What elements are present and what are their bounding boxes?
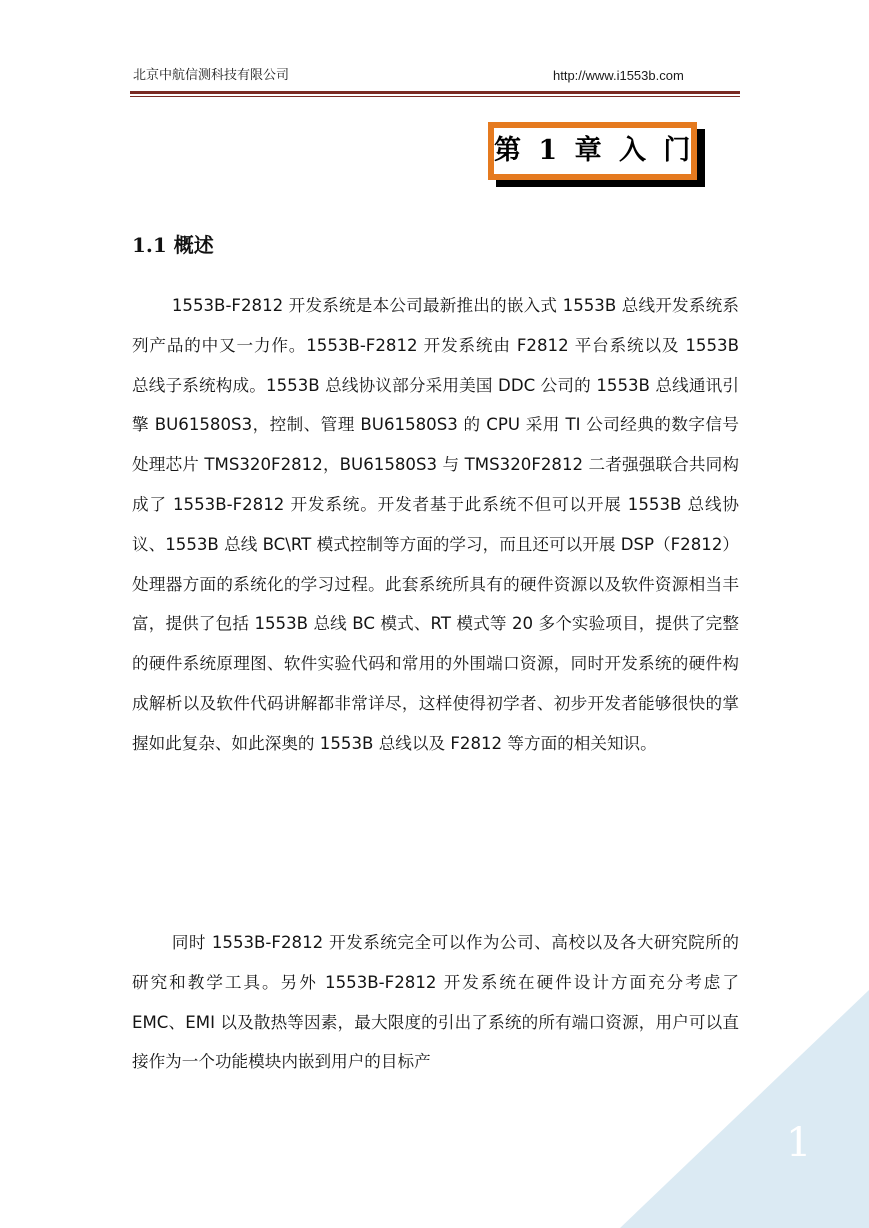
corner-decoration — [620, 990, 869, 1228]
header-rule-thin — [130, 96, 740, 97]
body-paragraph-1: 1553B-F2812 开发系统是本公司最新推出的嵌入式 1553B 总线开发系统系列产品的中又一力作。1553B-F2812 开发系统由 F2812 平台系统以及 1553B 总线子系统构成。1553B 总线协议部分采用美国 DDC 公司的 1553B 总线通讯引擎 BU61580S3，控制、管理 BU61580S3 的 CPU 采用 TI 公司经典的数字信号处理芯片 TMS320F2812，BU61580S3 与 TMS320F2812 二者强强联合共同构成了 1553B-F2812 开发系统。开发者基于此系统不但可以开展 1553B 总线协议、1553B 总线 BC\RT 模式控制等方面的学习，而且还可以开展 DSP（F2812）处理器方面的系统化的学习过程。此套系统所具有的硬件资源以及软件资源相当丰富，提供了包括 1553B 总线 BC 模式、RT 模式等 20 多个实验项目，提供了完整的硬件系统原理图、软件实验代码和常用的外围端口资源，同时开发系统的硬件构成解析以及软件代码讲解都非常详尽，这样使得初学者、初步开发者能够很快的掌握如此复杂、如此深奥的 1553B 总线以及 F2812 等方面的相关知识。 — [132, 296, 739, 753]
body-paragraph-2: 同时 1553B-F2812 开发系统完全可以作为公司、高校以及各大研究院所的研究和教学工具。另外 1553B-F2812 开发系统在硬件设计方面充分考虑了 EMC、EMI 以及散热等因素，最大限度的引出了系统的所有端口资源，用户可以直接作为一个功能模块内嵌到用户的目标产 — [132, 933, 739, 1072]
chapter-title: 第 1 章 入 门 — [494, 128, 691, 174]
corner-triangle — [620, 990, 869, 1228]
page-number: 1 — [786, 1120, 812, 1166]
header-rule-thick — [130, 91, 740, 94]
header-url: http://www.i1553b.com — [553, 68, 684, 83]
chapter-title-box — [488, 122, 697, 180]
section-heading: 1.1 概述 — [132, 233, 214, 257]
page-header — [133, 67, 739, 85]
header-company-name: 北京中航信测科技有限公司 — [133, 68, 290, 83]
